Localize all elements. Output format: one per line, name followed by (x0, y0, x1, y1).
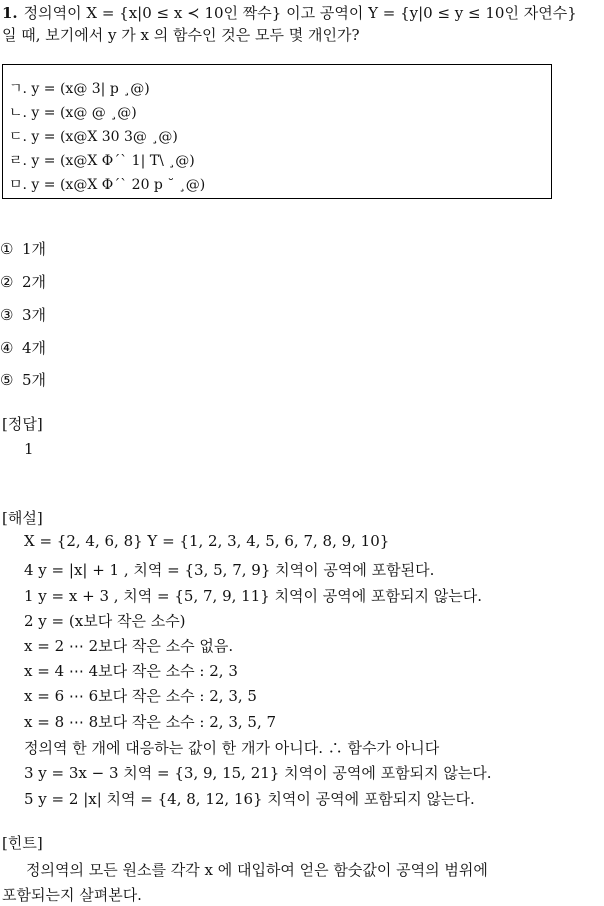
question-number: 1. (2, 4, 18, 22)
choice-label: 4개 (22, 339, 47, 357)
choice-mark: ② (0, 273, 14, 291)
explanation-line-6: x = 4 ⋯ 4보다 작은 소수 : 2, 3 (24, 662, 238, 680)
choice-2[interactable] (0, 271, 46, 292)
explanation-line-4: 2 y = (x보다 작은 소수) (24, 612, 186, 630)
explanation-line-10: 3 y = 3x − 3 치역 = {3, 9, 15, 21} 치역이 공역에 포함되지 않는다. (24, 764, 492, 782)
choice-label: 5개 (22, 371, 47, 389)
question-line-1 (2, 2, 577, 24)
explanation-line-3: 1 y = x + 3 , 치역 = {5, 7, 9, 11} 치역이 공역에 포함되지 않는다. (24, 587, 483, 605)
question-line-2: 일 때, 보기에서 y 가 x 의 함수인 것은 모두 몇 개인가? (2, 26, 360, 44)
choice-mark: ⑤ (0, 371, 14, 389)
choice-5[interactable] (0, 369, 46, 390)
explanation-title: [해설] (2, 509, 43, 527)
explanation-line-1: X = {2, 4, 6, 8} Y = {1, 2, 3, 4, 5, 6, 7, 8, 9, 10} (24, 532, 390, 550)
choice-4[interactable] (0, 337, 46, 358)
explanation-line-8: x = 8 ⋯ 8보다 작은 소수 : 2, 3, 5, 7 (24, 713, 277, 731)
explanation-line-7: x = 6 ⋯ 6보다 작은 소수 : 2, 3, 5 (24, 687, 257, 705)
choice-mark: ③ (0, 306, 14, 324)
hint-title: [힌트] (2, 834, 43, 852)
explanation-line-9: 정의역 한 개에 대응하는 값이 한 개가 아니다. ∴ 함수가 아니다 (24, 739, 440, 757)
choice-1[interactable] (0, 238, 46, 259)
box-item-5: ㅁ. y = (x@X Φ´` 20 p ˘ ¸@) (9, 177, 206, 193)
choice-mark: ④ (0, 339, 14, 357)
hint-line-1: 정의역의 모든 원소를 각각 x 에 대입하여 얻은 함숫값이 공역의 범위에 (26, 861, 488, 879)
box-item-3: ㄷ. y = (x@X 30 3@ ¸@) (9, 129, 178, 145)
explanation-line-2: 4 y = |x| + 1 , 치역 = {3, 5, 7, 9} 치역이 공역에 포함된다. (24, 561, 435, 579)
choice-label: 3개 (22, 306, 47, 324)
choice-mark: ① (0, 240, 14, 258)
answer-value: 1 (24, 440, 34, 458)
choice-3[interactable] (0, 304, 46, 325)
choice-label: 1개 (22, 240, 47, 258)
options-box (2, 64, 552, 199)
box-item-2: ㄴ. y = (x@ @ ¸@) (9, 105, 137, 121)
hint-line-2: 포함되는지 살펴본다. (2, 886, 142, 904)
explanation-line-5: x = 2 ⋯ 2보다 작은 소수 없음. (24, 637, 234, 655)
answer-title: [정답] (2, 415, 43, 433)
explanation-line-11: 5 y = 2 |x| 치역 = {4, 8, 12, 16} 치역이 공역에 포함되지 않는다. (24, 790, 475, 808)
choice-label: 2개 (22, 273, 47, 291)
question-text-1: 정의역이 X = {x|0 ≤ x ≺ 10인 짝수} 이고 공역이 Y = {y|0 ≤ y ≤ 10인 자연수} (23, 4, 577, 22)
box-item-1: ㄱ. y = (x@ 3| p ¸@) (9, 81, 150, 97)
box-item-4: ㄹ. y = (x@X Φ´` 1| T\ ¸@) (9, 153, 195, 169)
